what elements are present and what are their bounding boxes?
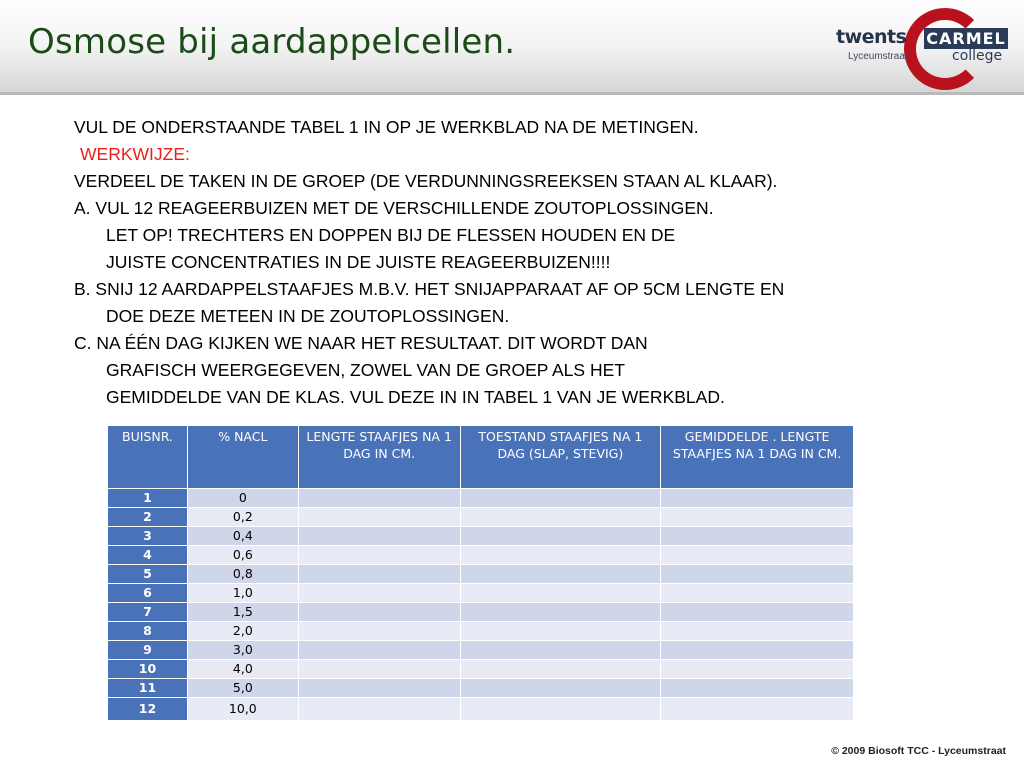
table-row [108, 527, 854, 546]
nacl-percentage: 10,0 [187, 698, 298, 721]
header-lengte: LENGTE STAAFJES NA 1 DAG IN CM. [298, 426, 460, 489]
header-buisnr: BUISNR. [108, 426, 188, 489]
nacl-percentage: 1,5 [187, 603, 298, 622]
tube-number: 1 [108, 489, 188, 508]
tube-number: 4 [108, 546, 188, 565]
nacl-percentage: 0,2 [187, 508, 298, 527]
toestand-cell [460, 565, 661, 584]
tube-number: 2 [108, 508, 188, 527]
table-row [108, 641, 854, 660]
gemiddelde-cell [661, 489, 854, 508]
lengte-cell [298, 603, 460, 622]
nacl-percentage: 4,0 [187, 660, 298, 679]
lengte-cell [298, 565, 460, 584]
tube-number: 5 [108, 565, 188, 584]
gemiddelde-cell [661, 698, 854, 721]
tube-number: 7 [108, 603, 188, 622]
header-gemiddelde: GEMIDDELDE . LENGTE STAAFJES NA 1 DAG IN CM. [661, 426, 854, 489]
step-a-detail: JUISTE CONCENTRATIES IN DE JUISTE REAGEERBUIZEN!!!! [106, 252, 611, 272]
gemiddelde-cell [661, 546, 854, 565]
toestand-cell [460, 698, 661, 721]
table-row [108, 565, 854, 584]
lengte-cell [298, 660, 460, 679]
gemiddelde-cell [661, 660, 854, 679]
step-a-detail: LET OP! TRECHTERS EN DOPPEN BIJ DE FLESSEN HOUDEN EN DE [106, 225, 676, 245]
logo-carmel-text: CARMEL [924, 28, 1008, 49]
nacl-percentage: 3,0 [187, 641, 298, 660]
lengte-cell [298, 527, 460, 546]
table-row [108, 698, 854, 721]
lengte-cell [298, 622, 460, 641]
lengte-cell [298, 489, 460, 508]
tube-number: 9 [108, 641, 188, 660]
gemiddelde-cell [661, 679, 854, 698]
table-row [108, 546, 854, 565]
school-logo [834, 4, 1014, 84]
nacl-percentage: 1,0 [187, 584, 298, 603]
tube-number: 6 [108, 584, 188, 603]
table-row [108, 508, 854, 527]
gemiddelde-cell [661, 641, 854, 660]
toestand-cell [460, 641, 661, 660]
nacl-percentage: 0 [187, 489, 298, 508]
tube-number: 12 [108, 698, 188, 721]
gemiddelde-cell [661, 603, 854, 622]
toestand-cell [460, 584, 661, 603]
gemiddelde-cell [661, 565, 854, 584]
nacl-percentage: 0,8 [187, 565, 298, 584]
tube-number: 3 [108, 527, 188, 546]
nacl-percentage: 2,0 [187, 622, 298, 641]
table-row [108, 679, 854, 698]
step-c: C. NA ÉÉN DAG KIJKEN WE NAAR HET RESULTAAT. DIT WORDT DAN [74, 333, 648, 353]
toestand-cell [460, 679, 661, 698]
instruction-line: VUL DE ONDERSTAANDE TABEL 1 IN OP JE WERKBLAD NA DE METINGEN. [74, 117, 699, 137]
step-b: B. SNIJ 12 AARDAPPELSTAAFJES M.B.V. HET SNIJAPPARAAT AF OP 5CM LENGTE EN [74, 279, 785, 299]
tube-number: 11 [108, 679, 188, 698]
table-row [108, 584, 854, 603]
table-row [108, 489, 854, 508]
instructions-text [74, 114, 1020, 411]
gemiddelde-cell [661, 622, 854, 641]
toestand-cell [460, 546, 661, 565]
results-table [107, 425, 854, 721]
toestand-cell [460, 527, 661, 546]
lengte-cell [298, 546, 460, 565]
lengte-cell [298, 641, 460, 660]
logo-twents-text: twents [836, 26, 907, 48]
slide-title: Osmose bij aardappelcellen. [28, 22, 516, 62]
lengte-cell [298, 698, 460, 721]
header-toestand: TOESTAND STAAFJES NA 1 DAG (SLAP, STEVIG) [460, 426, 661, 489]
lengte-cell [298, 679, 460, 698]
gemiddelde-cell [661, 527, 854, 546]
instruction-line: VERDEEL DE TAKEN IN DE GROEP (DE VERDUNNINGSREEKSEN STAAN AL KLAAR). [74, 171, 778, 191]
lengte-cell [298, 584, 460, 603]
step-c-detail: GEMIDDELDE VAN DE KLAS. VUL DEZE IN IN TABEL 1 VAN JE WERKBLAD. [106, 387, 725, 407]
toestand-cell [460, 603, 661, 622]
table-row [108, 660, 854, 679]
table-header-row [108, 426, 854, 489]
gemiddelde-cell [661, 584, 854, 603]
table-row [108, 603, 854, 622]
table-row [108, 622, 854, 641]
nacl-percentage: 5,0 [187, 679, 298, 698]
slide-header [0, 0, 1024, 95]
toestand-cell [460, 508, 661, 527]
nacl-percentage: 0,6 [187, 546, 298, 565]
toestand-cell [460, 660, 661, 679]
header-nacl: % NACL [187, 426, 298, 489]
toestand-cell [460, 489, 661, 508]
step-b-detail: DOE DEZE METEEN IN DE ZOUTOPLOSSINGEN. [106, 306, 510, 326]
toestand-cell [460, 622, 661, 641]
tube-number: 8 [108, 622, 188, 641]
gemiddelde-cell [661, 508, 854, 527]
nacl-percentage: 0,4 [187, 527, 298, 546]
step-a: A. VUL 12 REAGEERBUIZEN MET DE VERSCHILLENDE ZOUTOPLOSSINGEN. [74, 198, 714, 218]
werkwijze-heading: WERKWIJZE: [80, 144, 190, 164]
tube-number: 10 [108, 660, 188, 679]
lengte-cell [298, 508, 460, 527]
logo-subtitle: Lyceumstraat [848, 51, 908, 62]
logo-college-text: college [952, 48, 1003, 64]
step-c-detail: GRAFISCH WEERGEGEVEN, ZOWEL VAN DE GROEP ALS HET [106, 360, 625, 380]
copyright-footer: © 2009 Biosoft TCC - Lyceumstraat [831, 745, 1006, 757]
